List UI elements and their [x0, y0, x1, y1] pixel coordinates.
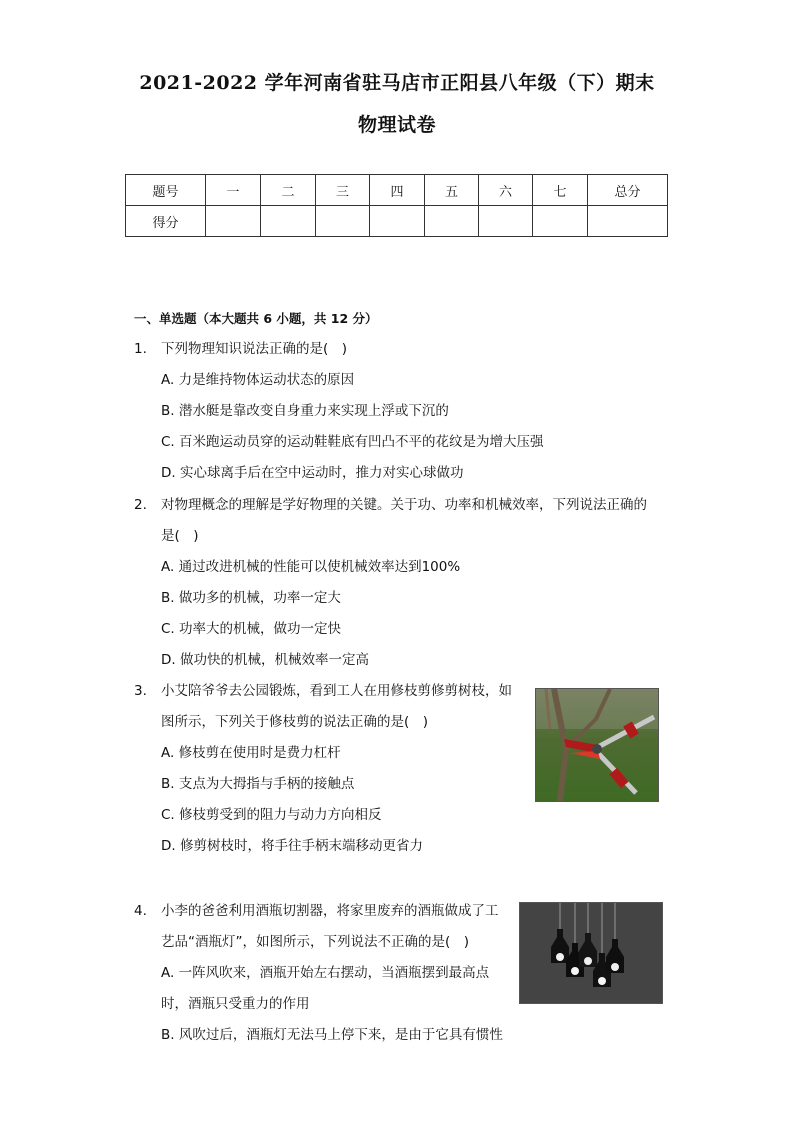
score-cell [425, 206, 479, 237]
exam-title-line1: 2021-2022 学年河南省驻马店市正阳县八年级（下）期末 [139, 72, 655, 94]
question-stem: 小艾陪爷爷去公园锻炼，看到工人在用修枝剪修剪树枝，如 [161, 683, 512, 699]
score-cell [588, 206, 668, 237]
question-number: 3. [134, 683, 147, 699]
score-cell [370, 206, 425, 237]
bottle-lamp-icon [520, 903, 662, 1003]
score-cell [479, 206, 533, 237]
score-cell [316, 206, 370, 237]
score-table-col-5: 五 [425, 175, 479, 206]
q3-option-a: A. 修枝剪在使用时是费力杠杆 [161, 745, 341, 761]
q4-stem-line2: 艺品“酒瓶灯”，如图所示，下列说法不正确的是( ) [161, 934, 470, 950]
question-number: 2. [134, 497, 147, 513]
q3-option-d: D. 修剪树枝时，将手往手柄末端移动更省力 [161, 838, 423, 854]
q2-stem-line2: 是( ) [161, 528, 199, 544]
score-table-col-3: 三 [316, 175, 370, 206]
question-number: 1. [134, 341, 147, 357]
pruning-shears-image [535, 688, 659, 802]
q4-option-a-cont: 时，酒瓶只受重力的作用 [161, 996, 310, 1012]
q1-option-b: B. 潜水艇是靠改变自身重力来实现上浮或下沉的 [161, 403, 449, 419]
score-table-col-total: 总分 [588, 175, 668, 206]
bottle-lamp-image [519, 902, 663, 1004]
q3-option-c: C. 修枝剪受到的阻力与动力方向相反 [161, 807, 382, 823]
q3-option-b: B. 支点为大拇指与手柄的接触点 [161, 776, 355, 792]
question-stem: 小李的爸爸利用酒瓶切割器，将家里废弃的酒瓶做成了工 [161, 903, 499, 919]
q4-option-b: B. 风吹过后，酒瓶灯无法马上停下来，是由于它具有惯性 [161, 1027, 503, 1043]
question-stem: 下列物理知识说法正确的是( ) [161, 341, 348, 357]
score-table-col-7: 七 [533, 175, 588, 206]
q3-stem-line2: 图所示，下列关于修枝剪的说法正确的是( ) [161, 714, 429, 730]
score-cell [206, 206, 261, 237]
q2-option-a: A. 通过改进机械的性能可以使机械效率达到100% [161, 559, 461, 575]
q2-option-d: D. 做功快的机械，机械效率一定高 [161, 652, 369, 668]
score-table-header-row [126, 175, 668, 206]
score-table-col-4: 四 [370, 175, 425, 206]
score-table-row-label: 得分 [126, 206, 206, 237]
q1-option-d: D. 实心球离手后在空中运动时，推力对实心球做功 [161, 465, 464, 481]
q2-option-c: C. 功率大的机械，做功一定快 [161, 621, 342, 637]
score-table-col-6: 六 [479, 175, 533, 206]
q1-option-a: A. 力是维持物体运动状态的原因 [161, 372, 355, 388]
score-table-col-1: 一 [206, 175, 261, 206]
q1-option-c: C. 百米跑运动员穿的运动鞋鞋底有凹凸不平的花纹是为增大压强 [161, 434, 544, 450]
section-heading: 一、单选题（本大题共 6 小题，共 12 分） [134, 311, 378, 326]
q4-option-a: A. 一阵风吹来，酒瓶开始左右摆动，当酒瓶摆到最高点 [161, 965, 490, 981]
score-cell [533, 206, 588, 237]
score-table [125, 174, 668, 237]
question-number: 4. [134, 903, 147, 919]
score-table-score-row [126, 206, 668, 237]
score-table-col-2: 二 [261, 175, 316, 206]
exam-title-line2: 物理试卷 [357, 114, 436, 136]
question-stem: 对物理概念的理解是学好物理的关键。关于功、功率和机械效率，下列说法正确的 [161, 497, 647, 513]
score-table-header-label: 题号 [126, 175, 206, 206]
q2-option-b: B. 做功多的机械，功率一定大 [161, 590, 341, 606]
score-cell [261, 206, 316, 237]
pruning-shears-icon [536, 689, 658, 801]
